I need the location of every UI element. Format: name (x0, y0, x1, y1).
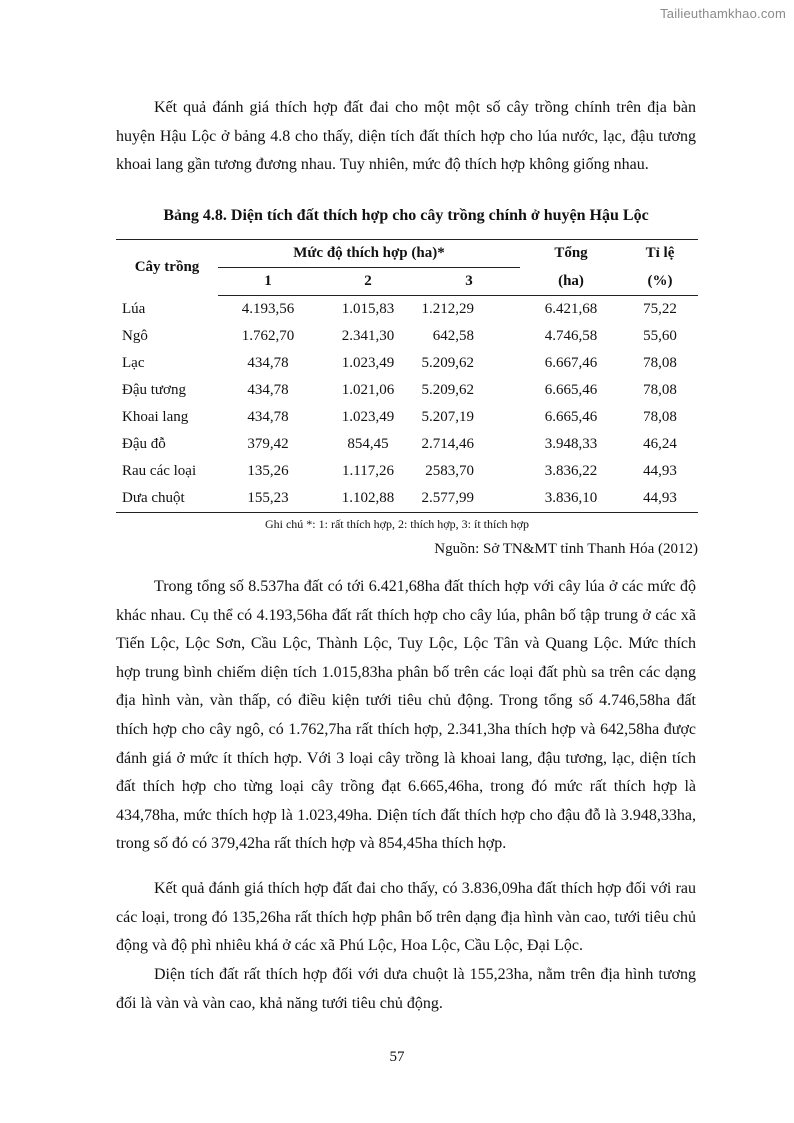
table-row (116, 404, 698, 431)
table-row (116, 350, 698, 377)
cell-ratio: 78,08 (643, 355, 677, 371)
suitability-table (116, 239, 698, 513)
cucumber-paragraph-text: Diện tích đất rất thích hợp đối với dưa chuột là 155,23ha, nằm trên địa hình tương đối là vàn và vàn cao, khả năng tưới tiêu chủ động. (116, 966, 696, 1012)
cell-total: 6.665,46 (544, 382, 598, 398)
cucumber-paragraph (116, 961, 696, 1018)
table-row (116, 323, 698, 350)
intro-paragraph (116, 94, 696, 180)
table-row (116, 458, 698, 485)
cell-level-1: 434,78 (247, 409, 289, 425)
cell-crop: Khoai lang (122, 409, 189, 425)
intro-paragraph-text: Kết quả đánh giá thích hợp đất đai cho một một số cây trồng chính trên địa bàn huyện Hậu Lộc ở bảng 4.8 cho thấy, diện tích đất thích hợp cho lúa nước, lạc, đậu tương khoai lang gần tương đương nhau. Tuy nhiên, mức độ thích hợp không giống nhau. (116, 99, 696, 174)
header-level-3: 3 (418, 268, 520, 296)
cell-crop: Dưa chuột (116, 485, 218, 513)
cell-level-3: 642,58 (432, 328, 474, 344)
vegetables-paragraph (116, 875, 696, 961)
cell-level-2: 1.117,26 (342, 463, 394, 479)
header-level-2: 2 (318, 268, 418, 296)
table-header-row (116, 240, 698, 268)
cell-level-2: 1.102,88 (318, 485, 418, 513)
header-total-unit: (ha) (520, 268, 622, 296)
header-level-1: 1 (218, 268, 318, 296)
page-number: 57 (389, 1049, 405, 1065)
cell-level-2: 1.023,49 (341, 355, 395, 371)
cell-total: 3.836,22 (544, 463, 598, 479)
cell-crop: Đậu tương (122, 382, 186, 398)
cell-ratio: 78,08 (643, 382, 677, 398)
cell-level-3: 5.207,19 (421, 409, 474, 425)
header-ratio-unit: (%) (622, 268, 698, 296)
cell-level-3: 5.209,62 (421, 382, 474, 398)
table-row (116, 485, 698, 513)
cell-level-1: 135,26 (247, 463, 289, 479)
table-source: Nguồn: Sở TN&MT tỉnh Thanh Hóa (2012) (434, 541, 698, 557)
cell-crop: Đậu đỗ (122, 436, 166, 452)
table-row (116, 377, 698, 404)
cell-level-3: 2.577,99 (418, 485, 520, 513)
table-row (116, 296, 698, 324)
cell-level-2: 1.023,49 (341, 409, 395, 425)
cell-crop: Ngô (122, 328, 148, 344)
cell-level-2: 2.341,30 (341, 328, 395, 344)
cell-total: 6.421,68 (544, 301, 598, 317)
cell-level-1: 379,42 (247, 436, 289, 452)
cell-ratio: 75,22 (643, 301, 677, 317)
cell-ratio: 55,60 (643, 328, 677, 344)
cell-total: 4.746,58 (544, 328, 598, 344)
cell-level-1: 1.762,70 (241, 328, 295, 344)
table-caption: Bảng 4.8. Diện tích đất thích hợp cho cây trồng chính ở huyện Hậu Lộc (163, 207, 649, 224)
rice-corn-paragraph-text: Trong tổng số 8.537ha đất có tới 6.421,68ha đất thích hợp với cây lúa ở các mức độ khác nhau. Cụ thể có 4.193,56ha đất rất thích hợp cho cây lúa, phân bố tập trung ở các xã Tiến Lộc, Lộc Sơn, Cầu Lộc, Thành Lộc, Tuy Lộc, Lộc Tân và Quang Lộc. Mức thích hợp trung bình chiếm diện tích 1.015,83ha phân bố trên các loại đất phù sa trên các dạng địa hình vàn, vàn thấp, có điều kiện tưới tiêu chủ động. Trong tổng số 4.746,58ha đất thích hợp cho cây ngô, có 1.762,7ha rất thích hợp, 2.341,3ha thích hợp và 642,58ha được đánh giá ở mức ít thích hợp. Với 3 loại cây trồng là khoai lang, đậu tương, lạc, diện tích đất thích hợp cho từng loại cây trồng đạt 6.665,46ha, trong đó mức rất thích hợp là 434,78ha, mức thích hợp là 1.023,49ha. Diện tích đất thích hợp cho đậu đỗ là 3.948,33ha, trong số đó có 379,42ha rất thích hợp và 854,45ha thích hợp. (116, 578, 696, 853)
cell-ratio: 44,93 (643, 463, 677, 479)
cell-level-1: 155,23 (218, 485, 318, 513)
watermark: Tailieuthamkhao.com (660, 6, 786, 21)
cell-total: 6.665,46 (544, 409, 598, 425)
cell-level-3: 5.209,62 (421, 355, 474, 371)
header-suitability: Mức độ thích hợp (ha)* (218, 240, 520, 268)
cell-crop: Lạc (122, 355, 145, 371)
table-note: Ghi chú *: 1: rất thích hợp, 2: thích hợp, 3: ít thích hợp (264, 517, 529, 531)
cell-ratio: 46,24 (643, 436, 677, 452)
cell-level-3: 1.212,29 (421, 301, 474, 317)
cell-ratio: 44,93 (622, 485, 698, 513)
cell-level-2: 1.015,83 (341, 301, 395, 317)
cell-level-3: 2.714,46 (421, 436, 474, 452)
cell-total: 3.836,10 (520, 485, 622, 513)
cell-level-1: 434,78 (247, 355, 289, 371)
vegetables-paragraph-text: Kết quả đánh giá thích hợp đất đai cho thấy, có 3.836,09ha đất thích hợp đối với rau các loại, trong đó 135,26ha rất thích hợp phân bố trên dạng địa hình vàn cao, tưới tiêu chủ động và độ phì nhiêu khá ở các xã Phú Lộc, Hoa Lộc, Cầu Lộc, Đại Lộc. (116, 880, 696, 955)
cell-crop: Rau các loại (122, 463, 197, 479)
header-total: Tổng (520, 240, 622, 268)
cell-level-1: 4.193,56 (241, 301, 295, 317)
header-crop: Cây trồng (116, 240, 218, 296)
cell-total: 6.667,46 (544, 355, 598, 371)
cell-total: 3.948,33 (544, 436, 598, 452)
cell-level-2: 854,45 (347, 436, 389, 452)
table-row (116, 431, 698, 458)
cell-ratio: 78,08 (643, 409, 677, 425)
cell-crop: Lúa (122, 300, 146, 317)
cell-level-1: 434,78 (247, 382, 289, 398)
header-ratio: Tỉ lệ (622, 240, 698, 268)
cell-level-3: 2583,70 (425, 463, 474, 479)
cell-level-2: 1.021,06 (341, 382, 395, 398)
rice-corn-paragraph (116, 573, 696, 859)
